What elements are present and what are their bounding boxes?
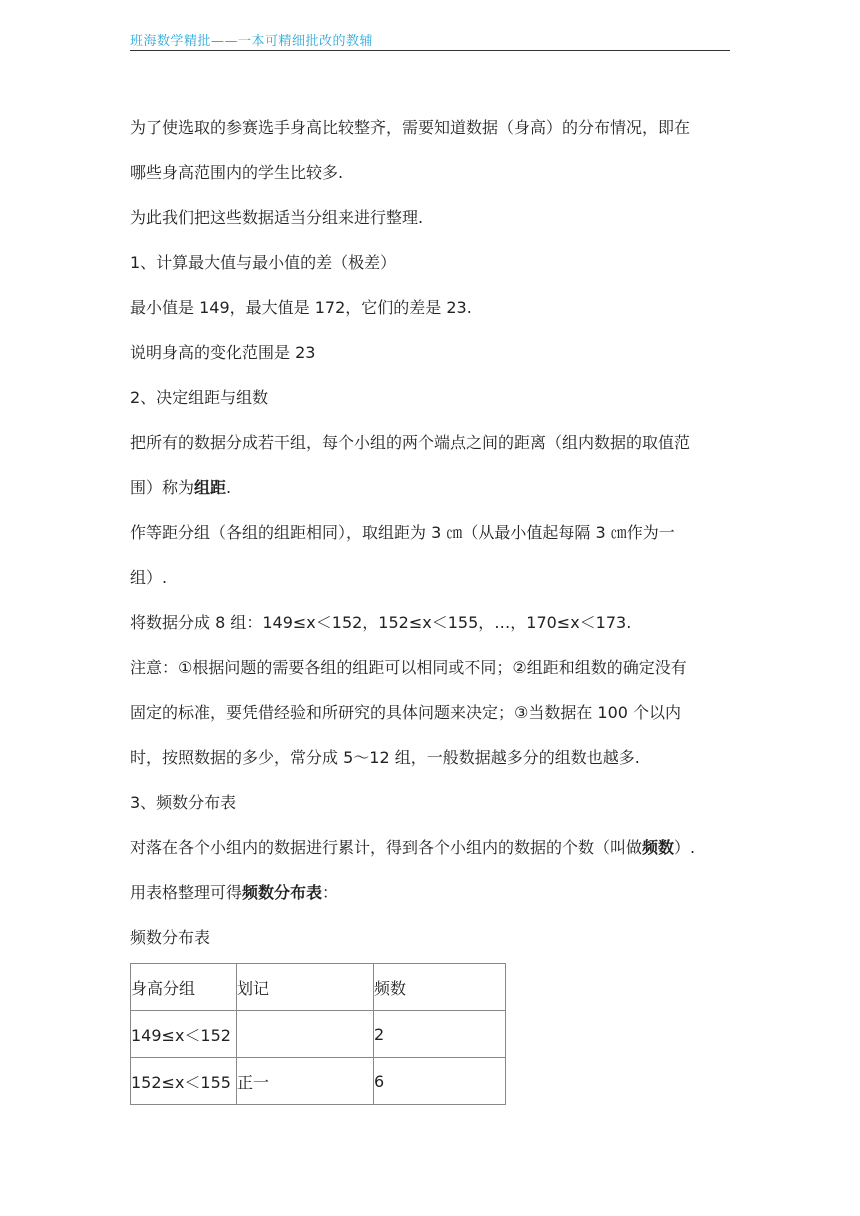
bold-term: 频数分布表 [242, 883, 323, 902]
table-cell: 149≤x＜152 [131, 1011, 237, 1058]
section-heading-interval: 2、决定组距与组数 [130, 388, 269, 407]
paragraph-line [130, 828, 735, 873]
document-body [130, 108, 735, 1105]
paragraph-line: 为了使选取的参赛选手身高比较整齐，需要知道数据（身高）的分布情况，即在 [130, 118, 691, 137]
table-header-cell: 身高分组 [131, 964, 237, 1011]
table-header-cell: 划记 [237, 964, 374, 1011]
table-cell [237, 1011, 374, 1058]
section-heading-frequency-table: 3、频数分布表 [130, 793, 237, 812]
paragraph-line: 作等距分组（各组的组距相同），取组距为 3 ㎝（从最小值起每隔 3 ㎝作为一 [130, 523, 675, 542]
bold-term: 频数 [642, 838, 675, 857]
bold-term: 组距 [194, 478, 227, 497]
paragraph-line: 将数据分成 8 组：149≤x＜152，152≤x＜155，…，170≤x＜173. [130, 613, 632, 632]
text-run: 对落在各个小组内的数据进行累计，得到各个小组内的数据的个数（叫做 [130, 838, 643, 857]
paragraph-line: 最小值是 149，最大值是 172，它们的差是 23. [130, 298, 472, 317]
note-line: 固定的标准，要凭借经验和所研究的具体问题来决定；③当数据在 100 个以内 [130, 703, 682, 722]
table-cell: 152≤x＜155 [131, 1058, 237, 1105]
paragraph-line [130, 468, 735, 513]
table-row [131, 1011, 506, 1058]
note-line: 时，按照数据的多少，常分成 5～12 组，一般数据越多分的组数也越多. [130, 748, 640, 767]
text-run: . [226, 478, 232, 497]
table-cell: 6 [374, 1058, 506, 1105]
table-caption: 频数分布表 [130, 928, 211, 947]
table-row [131, 1058, 506, 1105]
text-run: ）. [674, 838, 696, 857]
frequency-table [130, 963, 506, 1105]
table-cell: 正一 [237, 1058, 374, 1105]
paragraph-line: 哪些身高范围内的学生比较多. [130, 163, 344, 182]
text-run: 用表格整理可得 [130, 883, 243, 902]
paragraph-line: 为此我们把这些数据适当分组来进行整理. [130, 208, 424, 227]
text-run: ： [322, 883, 339, 902]
header-title: 班海数学精批——一本可精细批改的教辅 [130, 34, 374, 49]
note-line: 注意：①根据问题的需要各组的组距可以相同或不同；②组距和组数的确定没有 [130, 658, 687, 677]
paragraph-line: 说明身高的变化范围是 23 [130, 343, 316, 362]
paragraph-line [130, 873, 735, 918]
section-heading-range: 1、计算最大值与最小值的差（极差） [130, 253, 397, 272]
table-cell: 2 [374, 1011, 506, 1058]
page-header [130, 28, 730, 51]
text-run: 围）称为 [130, 478, 195, 497]
paragraph-line: 组）. [130, 568, 168, 587]
table-header-cell: 频数 [374, 964, 506, 1011]
paragraph-line: 把所有的数据分成若干组，每个小组的两个端点之间的距离（组内数据的取值范 [130, 433, 691, 452]
table-header-row [131, 964, 506, 1011]
